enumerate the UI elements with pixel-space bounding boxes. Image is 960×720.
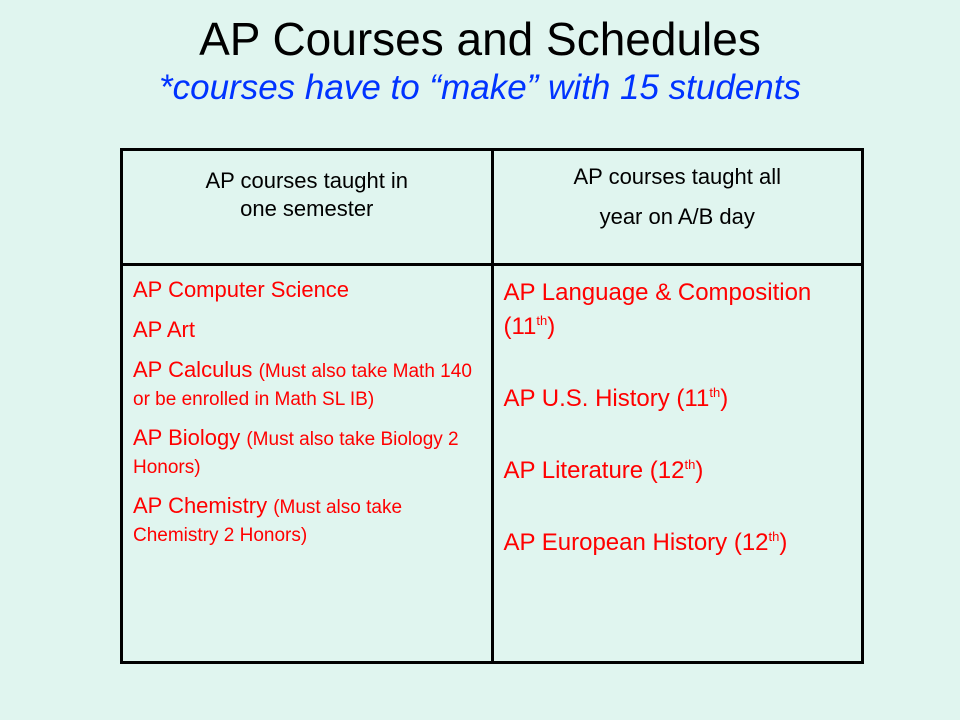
list-item	[504, 382, 854, 416]
course-close: )	[547, 313, 556, 340]
course-close: )	[779, 529, 788, 556]
course-name: AP Biology	[133, 425, 241, 450]
course-grade-sup: th	[684, 457, 696, 472]
course-name: AP Language & Composition (11	[503, 279, 812, 340]
slide-subtitle: *courses have to “make” with 15 students	[159, 68, 801, 107]
course-name: AP Art	[133, 317, 195, 342]
course-grade-sup: th	[536, 313, 548, 328]
courses-table	[120, 148, 864, 664]
header-semester-line1: AP courses taught in	[205, 168, 409, 193]
list-item	[133, 492, 483, 548]
header-year	[492, 150, 863, 265]
list-item	[504, 526, 854, 560]
header-semester-line2: one semester	[240, 196, 374, 221]
course-name: AP Chemistry	[133, 493, 268, 518]
list-item	[133, 356, 483, 412]
header-semester	[122, 150, 493, 265]
slide-title-block	[0, 12, 960, 110]
course-note: (Must also take Chemistry 2 Honors)	[133, 497, 403, 546]
course-name: AP U.S. History (11	[503, 385, 710, 412]
semester-courses-cell	[122, 265, 493, 663]
header-year-line2: year on A/B day	[599, 204, 755, 229]
table-header-row	[122, 150, 863, 265]
course-name: AP Calculus	[133, 357, 253, 382]
course-grade-sup: th	[709, 385, 721, 400]
slide-title: AP Courses and Schedules	[199, 13, 761, 65]
course-grade-sup: th	[768, 529, 780, 544]
course-note: (Must also take Math 140 or be enrolled in Math SL IB)	[133, 361, 472, 410]
course-name: AP Literature (12	[503, 457, 685, 484]
list-item	[133, 316, 483, 344]
course-close: )	[720, 385, 729, 412]
course-close: )	[695, 457, 704, 484]
list-item	[133, 276, 483, 304]
course-note: (Must also take Biology 2 Honors)	[133, 429, 459, 478]
course-name: AP Computer Science	[133, 277, 350, 302]
header-year-line1: AP courses taught all	[573, 164, 781, 189]
year-courses-cell	[492, 265, 863, 663]
course-name: AP European History (12	[503, 529, 769, 556]
list-item	[504, 454, 854, 488]
table-body-row	[122, 265, 863, 663]
list-item	[133, 424, 483, 480]
list-item	[504, 276, 854, 344]
